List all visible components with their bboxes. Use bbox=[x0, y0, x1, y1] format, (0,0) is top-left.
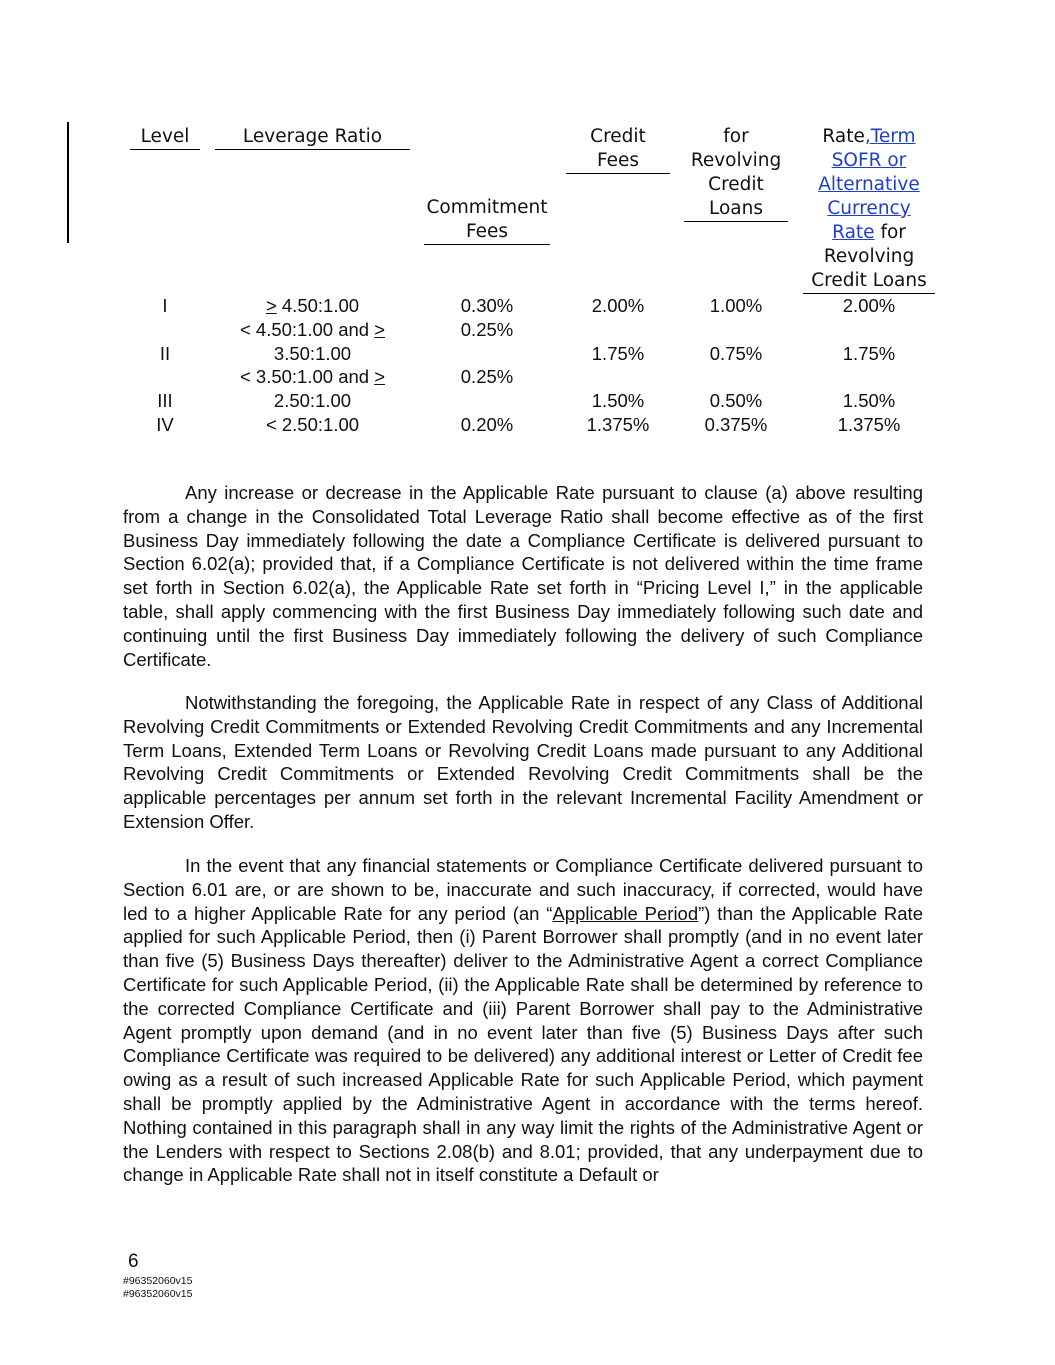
header-credit-fees: Credit Fees bbox=[566, 125, 670, 174]
row-level: IV bbox=[156, 414, 174, 435]
paragraph-notwithstanding: Notwithstanding the foregoing, the Applicable Rate in respect of any Class of Additional Revolving Credit Commitments or Extended Revolving Credit Commitments and any Incremental Term Loans, Extended Term Loans or Revolving Credit Loans made pursuant to any Additional Revolving Credit Commitments or Extended Revolving Credit Commitments shall be the applicable percentages per annum set forth in the relevant Incremental Facility Amendment or Extension Offer. bbox=[123, 692, 923, 832]
row-ratio: < 3.50:1.00 and > 2.50:1.00 bbox=[239, 366, 386, 411]
row-level: I bbox=[162, 295, 168, 316]
header-leverage-ratio: Leverage Ratio bbox=[215, 125, 410, 150]
row-term-rate: 2.00% bbox=[842, 295, 896, 316]
row-ratio: < 2.50:1.00 bbox=[265, 414, 360, 435]
defined-term-applicable-period: Applicable Period bbox=[552, 902, 699, 924]
page-number: 6 bbox=[128, 1251, 139, 1272]
row-level: II bbox=[159, 343, 171, 364]
header-commitment-fees: Commitment Fees bbox=[424, 196, 550, 245]
row-term-rate: 1.75% bbox=[842, 343, 896, 364]
row-commitment-fee: 0.20% bbox=[460, 414, 514, 435]
header-level: Level bbox=[130, 125, 200, 150]
row-ratio: < 4.50:1.00 and > 3.50:1.00 bbox=[239, 319, 386, 364]
row-base-rate: 0.375% bbox=[704, 414, 768, 435]
row-term-rate: 1.375% bbox=[837, 414, 901, 435]
document-id: #96352060v15 bbox=[123, 1275, 193, 1287]
paragraph-inaccurate-statements: In the event that any financial statements or Compliance Certificate delivered pursuant to Section 6.01 are, or are shown to be, inaccurate and such inaccuracy, if corrected, would have led to a higher Applicable Rate for any period (an “Applicable Period”) than the Applicable Rate applied for such Applicable Period, then (i) Parent Borrower shall promptly (and in no event later than five (5) Business Days thereafter) deliver to the Administrative Agent a correct Compliance Certificate for such Applicable Period, (ii) the Applicable Rate shall be determined by reference to the corrected Compliance Certificate and (iii) Parent Borrower shall pay to the Administrative Agent promptly upon demand (and in no event later than five (5) Business Days after such Compliance Certificate was required to be delivered) any additional interest or Letter of Credit fee owing as a result of such increased Applicable Rate for such Applicable Period, which payment shall be promptly applied by the Administrative Agent in accordance with the terms hereof. Nothing contained in this paragraph shall in any way limit the rights of the Administrative Agent or the Lenders with respect to Sections 2.08(b) and 8.01; provided, that any underpayment due to change in Applicable Rate shall not in itself constitute a Default or bbox=[123, 855, 923, 1186]
row-commitment-fee: 0.30% bbox=[460, 295, 514, 316]
paragraph-rate-change: Any increase or decrease in the Applicable Rate pursuant to clause (a) above resulting from a change in the Consolidated Total Leverage Ratio shall become effective as of the first Business Day immediately following the date a Compliance Certificate is delivered pursuant to Section 6.02(a); provided that, if a Compliance Certificate is not delivered within the time frame set forth in Section 6.02(a), the Applicable Rate set forth in “Pricing Level I,” in the applicable table, shall apply commencing with the first Business Day immediately following such date and continuing until the first Business Day immediately following the delivery of such Compliance Certificate. bbox=[123, 482, 923, 670]
row-term-rate: 1.50% bbox=[842, 390, 896, 411]
row-credit-fee: 1.75% bbox=[591, 343, 645, 364]
change-bar bbox=[67, 122, 69, 243]
row-commitment-fee: 0.25% bbox=[460, 366, 514, 387]
row-credit-fee: 2.00% bbox=[591, 295, 645, 316]
row-level: III bbox=[157, 390, 173, 411]
row-base-rate: 0.75% bbox=[709, 343, 763, 364]
row-base-rate: 0.50% bbox=[709, 390, 763, 411]
row-commitment-fee: 0.25% bbox=[460, 319, 514, 340]
document-id: #96352060v15 bbox=[123, 1288, 193, 1300]
row-credit-fee: 1.375% bbox=[586, 414, 650, 435]
row-base-rate: 1.00% bbox=[709, 295, 763, 316]
row-ratio: > 4.50:1.00 bbox=[265, 295, 360, 316]
header-rate-term-sofr: Rate,Term SOFR or Alternative Currency Rate for Revolving Credit Loans bbox=[803, 125, 935, 294]
row-credit-fee: 1.50% bbox=[591, 390, 645, 411]
header-for-revolving-credit-loans: for Revolving Credit Loans bbox=[684, 125, 788, 222]
